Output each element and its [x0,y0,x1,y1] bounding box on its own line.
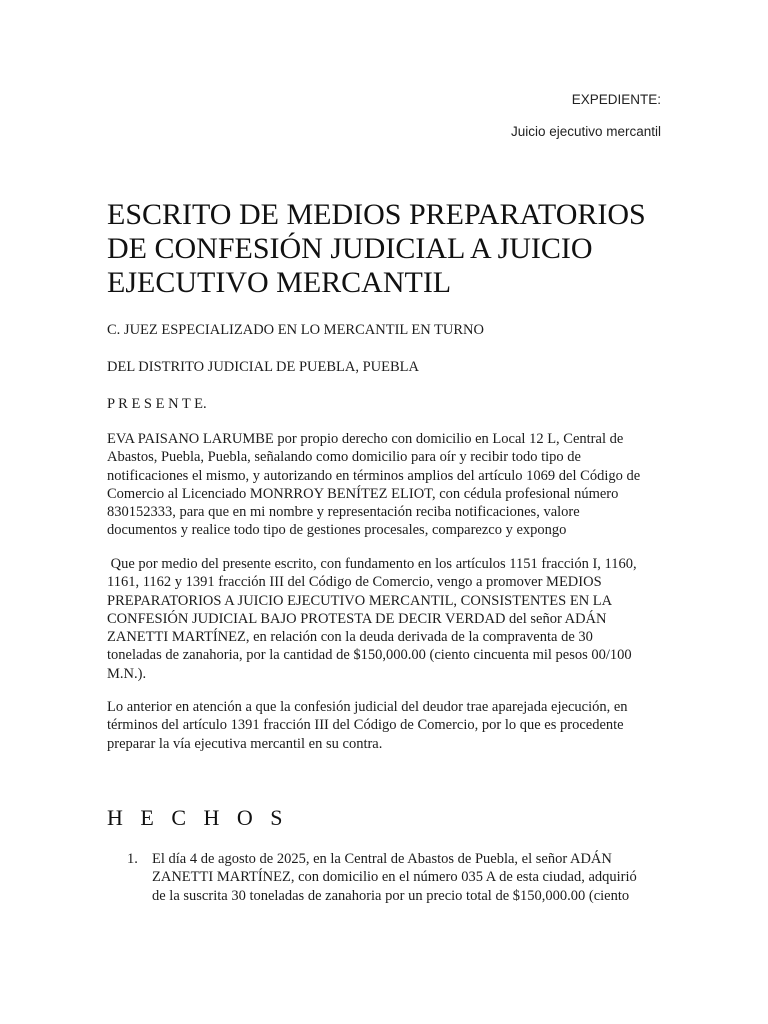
expediente-label: EXPEDIENTE: [571,92,661,107]
hecho-line: El día 4 de agosto de 2025, en la Central de Abastos de Puebla, el señor ADÁN [152,851,612,867]
paragraph-line: EVA PAISANO LARUMBE por propio derecho con domicilio en Local 12 L, Central de [107,431,624,447]
paragraph-line: toneladas de zanahoria, por la cantidad de $150,000.00 (ciento cincuenta mil pesos 00/100 [107,647,632,664]
addressee-line-2: DEL DISTRITO JUDICIAL DE PUEBLA, PUEBLA [107,359,420,375]
paragraph-line: notificaciones el mismo, y autorizando en términos amplios del artículo 1069 del Código de [107,467,641,484]
document-title [107,198,667,300]
paragraph-line: CONFESIÓN JUDICIAL BAJO PROTESTA DE DECIR VERDAD del señor ADÁN [107,610,607,627]
hechos-heading: H E C H O S [107,805,289,830]
paragraph-comparecencia [107,430,663,540]
hechos-list [107,850,663,905]
paragraph-line: preparar la vía ejecutiva mercantil en su contra. [107,735,383,752]
paragraph-line: Que por medio del presente escrito, con fundamento en los artículos 1151 fracción I, 1160, [107,556,637,572]
paragraph-line: 1161, 1162 y 1391 fracción III del Código de Comercio, vengo a promover MEDIOS [107,574,602,591]
hecho-number: 1. [127,851,138,867]
paragraph-promocion [107,555,663,683]
title-line: DE CONFESIÓN JUDICIAL A JUICIO [107,232,593,265]
paragraph-fundamento [107,698,663,753]
paragraph-line: Comercio al Licenciado MONRROY BENÍTEZ ELIOT, con cédula profesional número [107,485,619,502]
paragraph-line: documentos y realice todo tipo de gestiones procesales, comparezco y expongo [107,522,567,539]
paragraph-line: Lo anterior en atención a que la confesión judicial del deudor trae aparejada ejecución, en [107,699,628,715]
title-line: EJECUTIVO MERCANTIL [107,266,452,299]
presente-label: P R E S E N T E. [107,396,207,412]
hecho-line: ZANETTI MARTÍNEZ, con domicilio en el número 035 A de esta ciudad, adquirió [152,869,637,886]
paragraph-line: Abastos, Puebla, Puebla, señalando como domicilio para oír y recibir todo tipo de [107,449,581,466]
tipo-juicio-label: Juicio ejecutivo mercantil [510,124,661,139]
hecho-item [107,850,663,905]
paragraph-line: M.N.). [107,665,147,682]
paragraph-line: términos del artículo 1391 fracción III del Código de Comercio, por lo que es procedente [107,717,624,734]
title-line: ESCRITO DE MEDIOS PREPARATORIOS [107,198,646,231]
addressee-line-1: C. JUEZ ESPECIALIZADO EN LO MERCANTIL EN TURNO [107,322,484,338]
paragraph-line: ZANETTI MARTÍNEZ, en relación con la deuda derivada de la compraventa de 30 [107,629,593,646]
hecho-line: de la suscrita 30 toneladas de zanahoria por un precio total de $150,000.00 (ciento [152,887,630,904]
paragraph-line: 830152333, para que en mi nombre y representación reciba notificaciones, valore [107,504,580,521]
paragraph-line: PREPARATORIOS A JUICIO EJECUTIVO MERCANTIL, CONSISTENTES EN LA [107,592,613,609]
